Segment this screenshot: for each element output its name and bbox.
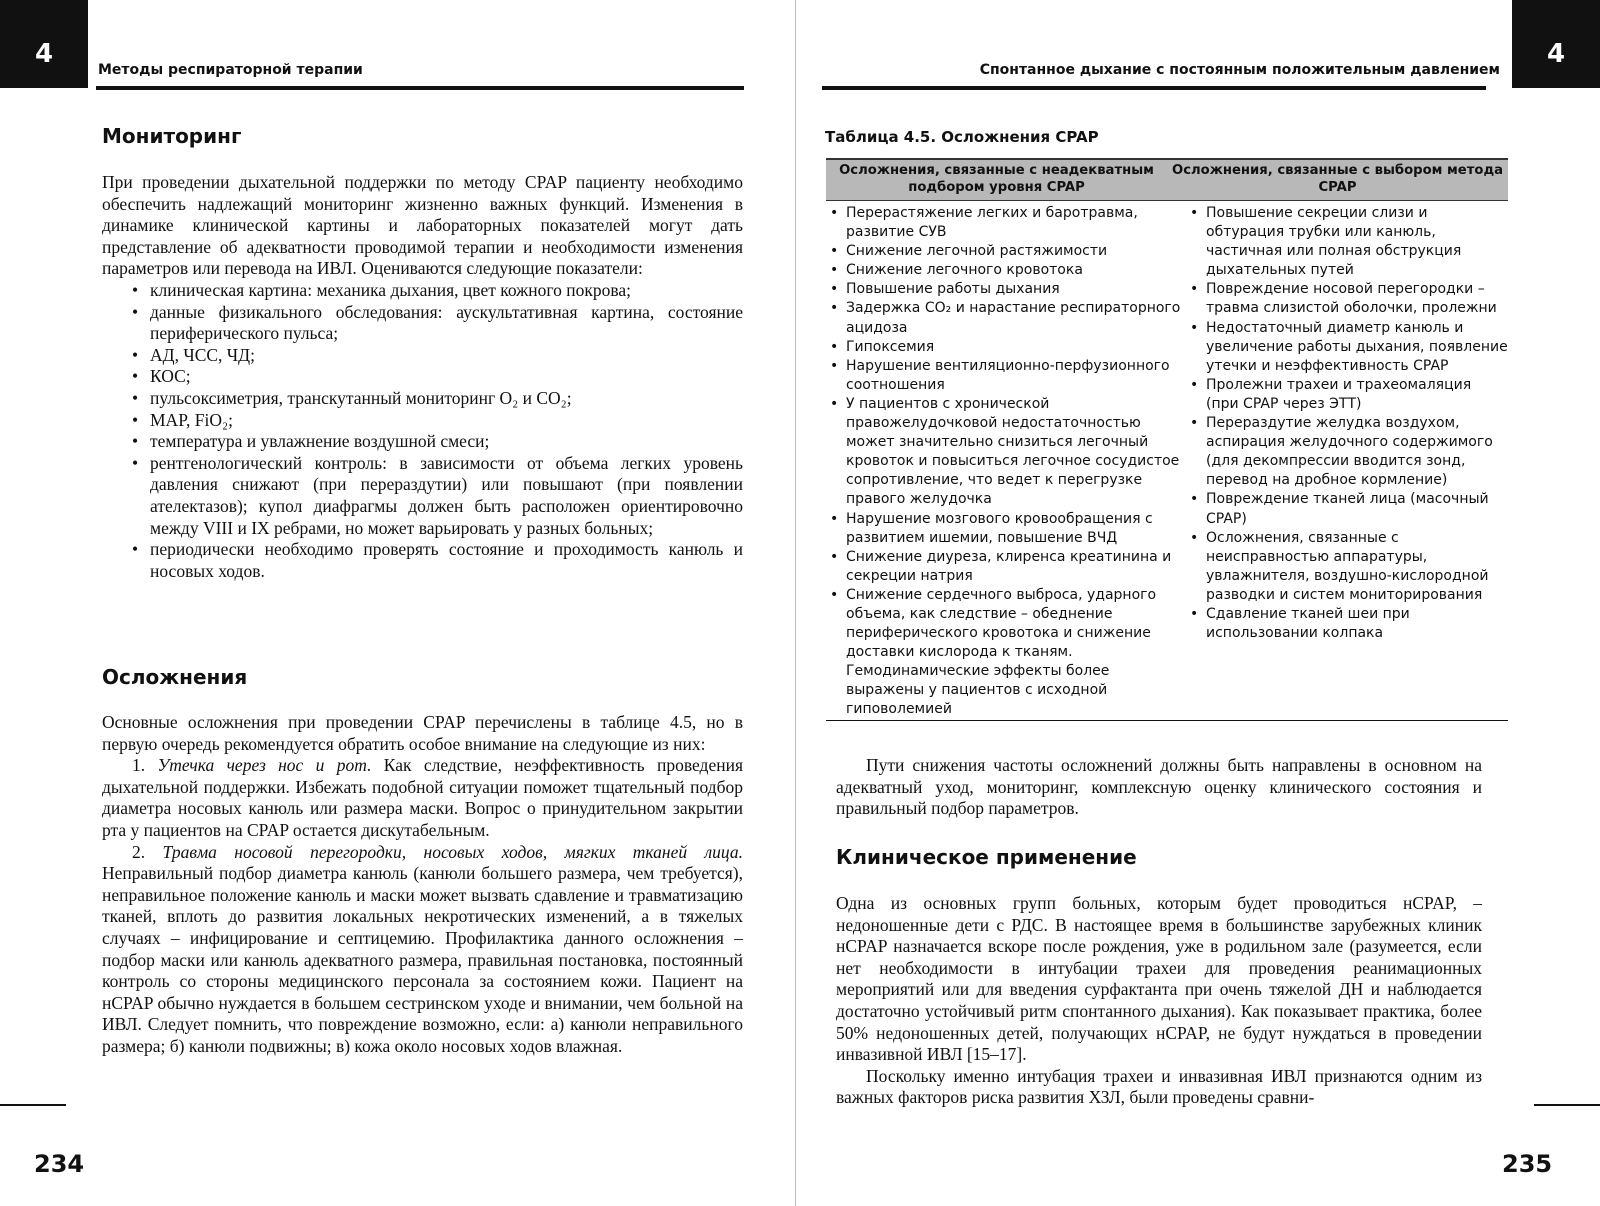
item-title: Утечка через нос и рот. (157, 755, 372, 776)
item-title: Травма носовой перегородки, носовых ходов, мягких тканей лица. (162, 841, 744, 862)
table-column-1 (826, 204, 1186, 720)
table-item: • Снижение диуреза, клиренса креатинина и секреции натрия (846, 548, 1186, 586)
complication-item-2 (102, 842, 743, 1058)
table-item: • Перераздутие желудка воздухом, аспирация желудочного содержимого (для декомпрессии вводится зонд, перевод на дробное кормление) (1206, 414, 1508, 490)
table-item: • Повышение работы дыхания (846, 280, 1186, 299)
table-item: • Повреждение тканей лица (масочный CPAP) (1206, 490, 1508, 528)
table-item: • У пациентов с хронической правожелудочковой недостаточностью может значительно снизиться легочный кровоток и повыситься легочное сосудистое сопротивление, что ведет к перегрузке правого желудочка (846, 395, 1186, 510)
chapter-tab: 4 (1512, 0, 1600, 88)
item-text: Как следствие, неэффективность проведения дыхательной поддержки. Избежать подобной ситуации поможет тщательный подбор диаметра носовых канюль или размера маски. Вопрос о принудительном закрытии рта у пациентов на CPAP остается дискутабельным. (102, 755, 743, 840)
header-rule (96, 86, 744, 90)
header-rule (822, 86, 1486, 90)
chapter-tab: 4 (0, 0, 88, 88)
item-text: Неправильный подбор диаметра канюль (канюли большего размера, чем требуется), неправильное положение канюль и маски может вызвать сдавление и травматизацию тканей, вплоть до развития локальных некротических изменений, а в тяжелых случаях – инфицирование и септицемию. Профилактика данного осложнения – подбор маски или канюль адекватного размера, правильная постановка, постоянный контроль со стороны медицинского персонала за состоянием кожи. Пациент на нCPAP обычно нуждается в большем сестринском уходе и внимании, чем больной на ИВЛ. Следует помнить, что повреждение возможно, если: а) канюли неправильного размера; б) канюли подвижны; в) кожа около носовых ходов влажная. (102, 863, 743, 1056)
list-item: • клиническая картина: механика дыхания, цвет кожного покрова; (150, 280, 743, 302)
table-item: • Снижение легочной растяжимости (846, 242, 1186, 261)
table-item: • Сдавление тканей шеи при использовании колпака (1206, 605, 1508, 643)
monitoring-section (102, 172, 743, 582)
clinical-section (836, 893, 1482, 1109)
table-item: • Повреждение носовой перегородки – травма слизистой оболочки, пролежни (1206, 280, 1508, 318)
table-item: • Пролежни трахеи и трахеомаляция (при CPAP через ЭТТ) (1206, 376, 1508, 414)
footer-rule (0, 1104, 66, 1106)
list-item: • АД, ЧСС, ЧД; (150, 345, 743, 367)
list-item: • рентгенологический контроль: в зависимости от объема легких уровень давления снижают (при перераздутии) или повышают (при появлении ателектазов); купол диафрагмы должен быть расположен ориентировочно между VIII и IX ребрами, но может варьировать у разных больных; (150, 453, 743, 539)
table-item: • Осложнения, связанные с неисправностью аппаратуры, увлажнителя, воздушно-кислородной разводки и систем мониторирования (1206, 529, 1508, 605)
table-header-cell: Осложнения, связанные с неадекватным подбором уровня CPAP (839, 163, 1154, 195)
table-item: • Снижение сердечного выброса, ударного объема, как следствие – обеднение периферического кровотока и снижение доставки кислорода к тканям. Гемодинамические эффекты более выражены у пациентов с исходной гиповолемией (846, 586, 1186, 720)
list-item: • температура и увлажнение воздушной смеси; (150, 431, 743, 453)
table-item: • Повышение секреции слизи и обтурация трубки или канюль, частичная или полная обструкция дыхательных путей (1206, 204, 1508, 280)
clinical-paragraph-1: Одна из основных групп больных, которым будет проводиться нCPAP, – недоношенные дети с РДС. В настоящее время в большинстве зарубежных клиник нCPAP назначается вскоре после рождения, уже в родильном зале (разумеется, если нет необходимости в интубации трахеи для проведения реанимационных мероприятий или для введения сурфактанта при очень тяжелой ДН и наблюдается достаточно устойчивый ритм спонтанного дыхания). Как показывает практика, более 50% недоношенных детей, получающих нCPAP, не будут нуждаться в проведении инвазивной ИВЛ [15–17]. (836, 893, 1482, 1065)
footer-rule (1534, 1104, 1600, 1106)
left-page (0, 0, 790, 1206)
table-item: • Недостаточный диаметр канюль и увеличение работы дыхания, появление утечки и неэффективность CPAP (1206, 319, 1508, 376)
item-number: 1. (132, 755, 158, 776)
list-item: • КОС; (150, 366, 743, 388)
monitoring-heading: Мониторинг (102, 124, 242, 148)
table-header-cell: Осложнения, связанные с выбором метода CPAP (1171, 163, 1503, 195)
complications-intro: Основные осложнения при проведении CPAP перечислены в таблице 4.5, но в первую очередь рекомендуется обратить особое внимание на следующие из них: (102, 712, 743, 754)
complications-heading: Осложнения (102, 665, 248, 689)
table-body (826, 201, 1508, 721)
table-item: • Задержка CO₂ и нарастание респираторного ацидоза (846, 299, 1186, 337)
book-gutter (795, 0, 796, 1206)
table-caption: Таблица 4.5. Осложнения CPAP (825, 128, 1099, 146)
running-head: Спонтанное дыхание с постоянным положительным давлением (979, 62, 1500, 78)
table-column-2 (1186, 204, 1508, 720)
after-table-paragraph: Пути снижения частоты осложнений должны быть направлены в основном на адекватный уход, мониторинг, комплексную оценку клинического состояния и правильный подбор параметров. (836, 755, 1482, 819)
table-item: • Нарушение мозгового кровообращения с развитием ишемии, повышение ВЧД (846, 510, 1186, 548)
item-number: 2. (132, 841, 163, 862)
complication-item-1 (102, 755, 743, 841)
page-number: 235 (1502, 1150, 1553, 1178)
table-header-row (826, 158, 1508, 201)
list-item: • периодически необходимо проверять состояние и проходимость канюль и носовых ходов. (150, 539, 743, 582)
monitoring-list (102, 280, 743, 582)
table-item: • Снижение легочного кровотока (846, 261, 1186, 280)
table-item: • Перерастяжение легких и баротравма, развитие СУВ (846, 204, 1186, 242)
list-item: • MAP, FiO₂; (150, 410, 743, 432)
table-item: • Гипоксемия (846, 338, 1186, 357)
page-number: 234 (34, 1150, 85, 1178)
running-head: Методы респираторной терапии (98, 62, 363, 78)
complications-table (826, 158, 1508, 721)
table-item: • Нарушение вентиляционно-перфузионного соотношения (846, 357, 1186, 395)
clinical-paragraph-2: Поскольку именно интубация трахеи и инвазивная ИВЛ признаются одним из важных факторов риска развития ХЗЛ, были проведены сравни- (836, 1065, 1482, 1108)
list-item: • данные физикального обследования: аускультативная картина, состояние периферического пульса; (150, 302, 743, 345)
list-item: • пульсоксиметрия, транскутанный мониторинг O₂ и CO₂; (150, 388, 743, 410)
complications-section (102, 712, 743, 1058)
monitoring-intro: При проведении дыхательной поддержки по методу CPAP пациенту необходимо обеспечить надлежащий мониторинг жизненно важных функций. Изменения в динамике клинической картины и лабораторных показателей могут дать представление об адекватности проводимой терапии и необходимости изменения параметров или перевода на ИВЛ. Оцениваются следующие показатели: (102, 172, 743, 279)
clinical-heading: Клиническое применение (836, 845, 1137, 869)
